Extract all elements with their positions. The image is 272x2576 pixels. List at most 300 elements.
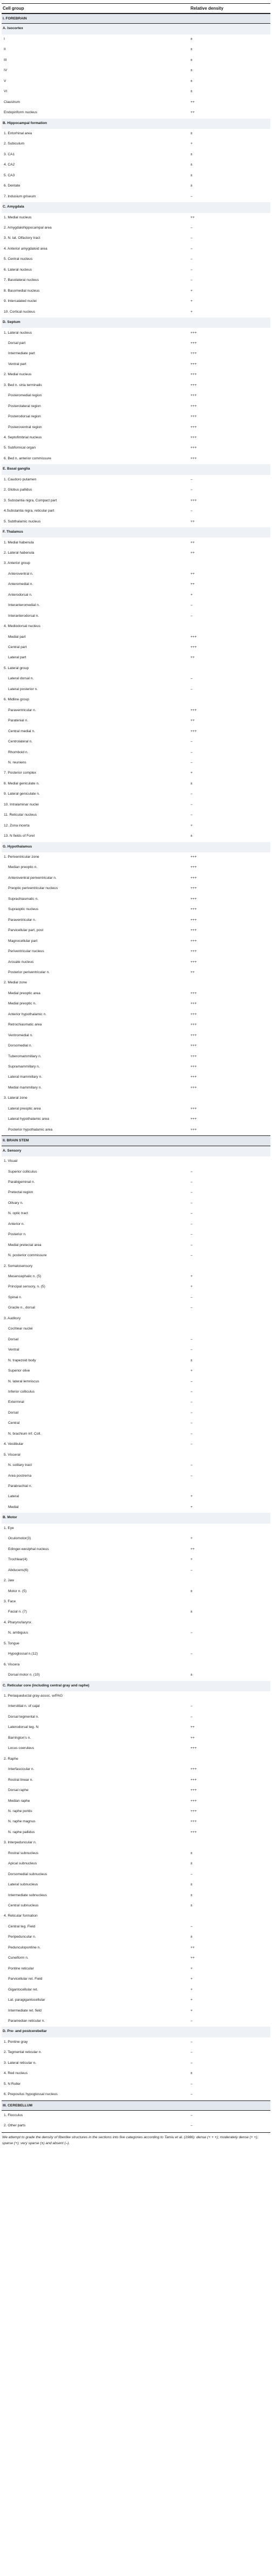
table-row: [2, 1345, 270, 1355]
table-row: [2, 1723, 270, 1733]
relative-density-value: ±: [191, 47, 193, 52]
relative-density-value: ±: [191, 1358, 193, 1362]
table-row: [2, 139, 270, 149]
table-row: [2, 328, 270, 339]
cell-group-name: N. reuniens: [8, 760, 26, 764]
relative-density-value: +++: [191, 436, 197, 439]
cell-group-name: Central teg. Field: [8, 1924, 36, 1928]
cell-group-name: Dorsomedial subnucleus: [8, 1872, 47, 1876]
cell-group-name: 1. Flocculus: [4, 2113, 23, 2117]
cell-group-name: Ventromedial n.: [8, 1033, 33, 1037]
relative-density-value: +: [191, 1275, 193, 1278]
relative-density-value: +++: [191, 341, 197, 345]
table-row: [2, 1324, 270, 1334]
cell-group-name: 6. Bed n. anterior commissure: [4, 456, 51, 460]
relative-density-value: ++: [191, 540, 195, 545]
cell-group-name: 3. Lateral zone: [4, 1096, 28, 1100]
cell-group-name: Intermediate part: [8, 352, 35, 356]
relative-density-value: ++: [191, 1547, 195, 1551]
table-row: [2, 56, 270, 66]
relative-density-value: +++: [191, 373, 197, 377]
relative-density-value: –: [191, 1431, 193, 1436]
relative-density-value: –: [191, 1379, 193, 1383]
cell-group-name: Pretectal region: [8, 1190, 33, 1195]
cell-group-name: Supraoptic nucleus: [8, 907, 39, 912]
cell-group-name: 2. Globus pallidus: [4, 488, 32, 492]
cell-group-name: 1. Eye: [4, 1526, 14, 1530]
cell-group-name: Magnocellular part: [8, 939, 38, 943]
relative-density-value: ++: [191, 215, 195, 219]
table-row: [2, 779, 270, 789]
table-row: [2, 297, 270, 307]
cell-group-name: 6. Midline group: [4, 698, 29, 702]
relative-density-value: +++: [191, 1117, 197, 1121]
relative-density-value: +++: [191, 1127, 197, 1132]
table-row: [2, 748, 270, 758]
table-row: [2, 1660, 270, 1670]
table-row: [2, 664, 270, 674]
table-row: [2, 1209, 270, 1219]
cell-group-name: 2. Jaw: [4, 1579, 15, 1583]
cell-group-name: Medial part: [8, 635, 26, 639]
cell-group-name: N. lateral lemniscus: [8, 1379, 39, 1383]
table-row: [2, 1199, 270, 1209]
cell-group-name: Parvicellular part, post: [8, 928, 44, 933]
relative-density-value: +++: [191, 876, 197, 880]
cell-group-name: 5. Visceral: [4, 1452, 21, 1457]
cell-group-name: 3. CA1: [4, 152, 15, 156]
table-row: [2, 926, 270, 936]
relative-density-value: +++: [191, 907, 197, 912]
cell-group-name: Barrington's n.: [8, 1735, 31, 1740]
cell-group-name: 1. Lateral nucleus: [4, 330, 32, 335]
table-bottom-rule: [2, 2132, 270, 2133]
cell-group-name: Retrochiasmatic area: [8, 1023, 42, 1027]
relative-density-value: +: [191, 1494, 193, 1499]
cell-group-name: Mesencephalic n. (5): [8, 1275, 42, 1278]
table-row: [2, 1670, 270, 1680]
relative-density-value: +++: [191, 1767, 197, 1772]
table-row: [2, 958, 270, 968]
table-row: [2, 1733, 270, 1744]
cell-group-name: G. Hypothalamus: [3, 844, 32, 849]
relative-density-value: +++: [191, 928, 197, 933]
table-row: [2, 632, 270, 643]
table-row: [2, 485, 270, 495]
relative-density-value: +++: [191, 1799, 197, 1803]
cell-group-name: Cochlear nuclei: [8, 1327, 33, 1331]
cell-group-name: Periventricular nucleus: [8, 949, 44, 954]
cell-group-name: Central: [8, 1421, 20, 1425]
cell-group-name: 5. Lateral group: [4, 666, 29, 670]
relative-density-value: ++: [191, 1735, 195, 1740]
relative-density-value: +: [191, 1998, 193, 2002]
relative-density-value: +: [191, 1369, 193, 1373]
table-row: [2, 1251, 270, 1261]
cell-group-name: F. Thalamus: [3, 530, 23, 534]
table-row: [2, 548, 270, 559]
table-row: [2, 1985, 270, 1995]
relative-density-value: +++: [191, 855, 197, 859]
relative-density-value: –: [191, 2092, 193, 2097]
table-header: [2, 3, 270, 13]
relative-density-value: ±: [191, 1904, 193, 1907]
table-row: [2, 160, 270, 170]
table-row: [2, 1534, 270, 1544]
relative-density-value: –: [191, 477, 193, 481]
relative-density-value: +: [191, 2008, 193, 2013]
cell-group-name: Posterior n.: [8, 1232, 26, 1237]
relative-density-value: –: [191, 1704, 193, 1709]
relative-density-value: –: [191, 1463, 193, 1468]
cell-group-name: Central subnucleus: [8, 1904, 39, 1907]
relative-density-value: +++: [191, 1746, 197, 1751]
cell-group-name: 7. Posterior complex: [4, 771, 37, 775]
table-row: [2, 706, 270, 716]
cell-group-name: 7. Basolateral nucleus: [4, 278, 39, 283]
table-row: [2, 1870, 270, 1880]
table-row: [2, 1545, 270, 1555]
relative-density-value: –: [191, 236, 193, 240]
table-row: [2, 1010, 270, 1020]
cell-group-name: Superior olive: [8, 1369, 30, 1373]
cell-group-name: 2. Medial nucleus: [4, 373, 32, 377]
table-row: [2, 307, 270, 318]
cell-group-name: Lat. paragigantocellular: [8, 1998, 45, 2002]
relative-density-value: +++: [191, 415, 197, 419]
table-row: [2, 989, 270, 999]
relative-density-value: ±: [191, 1883, 193, 1887]
cell-group-name: Lateral subnucleus: [8, 1883, 38, 1887]
table-row: [2, 590, 270, 601]
table-row: [2, 1576, 270, 1586]
cell-group-name: Ventral: [8, 1348, 19, 1352]
relative-density-value: –: [191, 792, 193, 796]
table-row: [2, 391, 270, 401]
cell-group-name: Intermediate ret. field: [8, 2008, 42, 2013]
relative-density-value: –: [191, 1169, 193, 1174]
cell-group-name: 5. Subfornical organ: [4, 446, 36, 450]
relative-density-value: –: [191, 750, 193, 754]
relative-density-value: +: [191, 1966, 193, 1971]
cell-group-name: Anterior n.: [8, 1222, 25, 1226]
table-row: [2, 1188, 270, 1198]
relative-density-value: –: [191, 2040, 193, 2044]
cell-group-name: Preoptic periventricular nucleus: [8, 886, 58, 891]
relative-density-value: +++: [191, 1044, 197, 1048]
relative-density-value: –: [191, 488, 193, 492]
relative-density-value: +++: [191, 1012, 197, 1016]
subsection-header-row: [2, 202, 270, 212]
cell-group-name: I. FOREBRAIN: [3, 17, 27, 20]
cell-group-name: Paraventricular n.: [8, 918, 36, 922]
cell-group-name: E. Basal ganglia: [3, 467, 30, 471]
cell-group-name: 5. CA3: [4, 173, 15, 177]
table-row: [2, 789, 270, 800]
table-row: [2, 506, 270, 516]
cell-group-name: N. brachium inf. Coll.: [8, 1431, 42, 1436]
cell-group-name: 8. Basomedial nucleus: [4, 288, 40, 293]
relative-density-value: ±: [191, 79, 193, 83]
table-row: [2, 611, 270, 622]
section-header-row: [2, 1135, 270, 1146]
table-row: [2, 873, 270, 884]
table-row: [2, 1303, 270, 1313]
cell-group-name: II: [4, 47, 6, 52]
relative-density-value: –: [191, 1714, 193, 1719]
table-row: [2, 1691, 270, 1702]
relative-density-value: +++: [191, 1809, 197, 1813]
cell-group-name: 3. Substantia nigra, Compact part: [4, 498, 57, 502]
table-row: [2, 1156, 270, 1167]
cell-group-name: 2. Medial zone: [4, 981, 27, 985]
cell-group-name: VI: [4, 89, 8, 94]
cell-group-name: Rhomboid n.: [8, 750, 29, 754]
cell-group-name: 4. Red nucleus: [4, 2071, 28, 2076]
table-row: [2, 1817, 270, 1827]
relative-density-value: ±: [191, 781, 193, 786]
relative-density-value: +: [191, 593, 193, 597]
table-row: [2, 233, 270, 244]
table-row: [2, 1911, 270, 1921]
table-row: [2, 622, 270, 632]
cell-group-name: B. Hippocampal formation: [3, 121, 47, 125]
table-row: [2, 213, 270, 223]
cell-group-name: 3. Face: [4, 1599, 16, 1603]
table-row: [2, 1220, 270, 1230]
cell-group-name: Interfascicular n.: [8, 1767, 35, 1772]
relative-density-value: ±: [191, 2071, 193, 2076]
relative-density-value: –: [191, 1180, 193, 1184]
relative-density-value: –: [191, 813, 193, 817]
relative-density-value: +++: [191, 886, 197, 891]
cell-group-name: II. BRAIN STEM: [3, 1139, 29, 1143]
table-row: [2, 475, 270, 485]
cell-group-name: Posteromedial region: [8, 394, 42, 398]
table-row: [2, 1628, 270, 1638]
relative-density-value: +++: [191, 1830, 197, 1834]
table-row: [2, 1450, 270, 1461]
table-row: [2, 1031, 270, 1041]
relative-density-value: –: [191, 1190, 193, 1195]
table-row: [2, 1838, 270, 1848]
relative-density-value: +++: [191, 991, 197, 995]
cell-group-name: 2. Somatosensory: [4, 1264, 33, 1268]
table-row: [2, 150, 270, 160]
cell-group-name: Rostral subnucleus: [8, 1851, 39, 1855]
subsection-header-row: [2, 842, 270, 852]
table-row: [2, 1859, 270, 1869]
cell-group-name: 3. Bed n. stria terminalis: [4, 383, 42, 387]
relative-density-value: –: [191, 2124, 193, 2128]
relative-density-value: +++: [191, 1002, 197, 1006]
table-row: [2, 349, 270, 359]
cell-group-name: 1. Periventricular zone: [4, 855, 39, 859]
table-row: [2, 1566, 270, 1576]
cell-group-name: 13. N fields of Forel: [4, 834, 35, 838]
table-row: [2, 727, 270, 737]
cell-group-name: Supramammillary n.: [8, 1065, 40, 1069]
subsection-header-row: [2, 527, 270, 538]
cell-group-name: 9. Intercalated nuclei: [4, 299, 37, 304]
cell-group-name: 3. Auditory: [4, 1316, 21, 1320]
cell-group-name: Parvicellular ret. Field: [8, 1977, 43, 1981]
table-row: [2, 412, 270, 422]
table-row: [2, 1492, 270, 1502]
cell-group-name: Endopiriform nucleus: [4, 111, 37, 115]
table-row: [2, 517, 270, 527]
relative-density-value: +++: [191, 865, 197, 870]
table-row: [2, 381, 270, 391]
cell-group-name: 1. Caudoro putamen: [4, 477, 37, 481]
relative-density-value: +++: [191, 394, 197, 398]
cell-group-name: 4. CA2: [4, 163, 15, 167]
table-row: [2, 1366, 270, 1376]
table-row: [2, 433, 270, 443]
table-row: [2, 884, 270, 894]
cell-group-name: 9. Lateral geniculate n.: [4, 792, 40, 796]
table-row: [2, 1241, 270, 1251]
table-row: [2, 1418, 270, 1429]
table-row: [2, 1072, 270, 1083]
relative-density-value: +: [191, 142, 193, 146]
cell-group-name: Parabrachial n.: [8, 1484, 32, 1488]
table-row: [2, 1503, 270, 1513]
cell-group-name: Area postrema: [8, 1473, 32, 1478]
cell-group-name: Medial: [8, 1505, 19, 1509]
table-row: [2, 339, 270, 349]
table-row: [2, 821, 270, 831]
relative-density-value: ±: [191, 1673, 193, 1677]
relative-density-value: +++: [191, 1075, 197, 1079]
table-row: [2, 98, 270, 108]
cell-group-name: 4. Mediodorsal nucleus: [4, 624, 40, 629]
cell-group-name: 6. Dentate: [4, 184, 21, 188]
relative-density-value: ++: [191, 582, 195, 587]
table-row: [2, 1262, 270, 1272]
relative-density-value: –: [191, 1400, 193, 1404]
cell-group-name: Parabigeminal n.: [8, 1180, 35, 1184]
table-row: [2, 1901, 270, 1911]
table-row: [2, 1649, 270, 1659]
table-row: [2, 2037, 270, 2048]
cell-group-name: Locus coeruleus: [8, 1746, 35, 1751]
table-row: [2, 1293, 270, 1303]
cell-group-name: N. optic tract: [8, 1211, 29, 1216]
cell-group-name: C. Amygdala: [3, 205, 24, 209]
subsection-header-row: [2, 1513, 270, 1523]
table-row: [2, 244, 270, 254]
table-row: [2, 1807, 270, 1817]
table-row: [2, 1083, 270, 1093]
cell-group-name: Superior colliculus: [8, 1169, 37, 1174]
table-row: [2, 1104, 270, 1114]
cell-group-name: Lateral mammillary n.: [8, 1075, 43, 1079]
cell-group-name: Dorsal motor n. (10): [8, 1673, 40, 1677]
relative-density-value: ±: [191, 131, 193, 135]
relative-density-value: ++: [191, 656, 195, 660]
table-row: [2, 1943, 270, 1953]
cell-group-name: Olivary n.: [8, 1201, 23, 1205]
cell-group-name: Rostral linear n.: [8, 1778, 33, 1782]
relative-density-value: –: [191, 1389, 193, 1394]
table-row: [2, 1062, 270, 1072]
cell-group-name: N. solitary tract: [8, 1463, 32, 1468]
table-row: [2, 1974, 270, 1985]
table-row: [2, 1272, 270, 1282]
table-row: [2, 758, 270, 768]
table-row: [2, 45, 270, 55]
relative-density-value: +: [191, 771, 193, 775]
relative-density-value: ±: [191, 173, 193, 177]
relative-density-value: –: [191, 802, 193, 807]
cell-group-name: IV: [4, 68, 8, 73]
table-row: [2, 1093, 270, 1104]
cell-group-name: Lateral: [8, 1494, 19, 1499]
relative-density-value: –: [191, 1473, 193, 1478]
relative-density-value: –: [191, 2050, 193, 2055]
table-row: [2, 1587, 270, 1597]
relative-density-value: ±: [191, 163, 193, 167]
cell-group-name: 1. Medial nucleus: [4, 215, 32, 219]
table-row: [2, 580, 270, 590]
relative-density-value: +: [191, 1977, 193, 1981]
cell-group-name: 5. Central nucleus: [4, 257, 33, 261]
cell-group-name: Oculomotor(3): [8, 1537, 31, 1541]
cell-group-name: Posteroventral region: [8, 425, 42, 429]
relative-density-value: –: [191, 1924, 193, 1928]
header-relative-density: Relative density: [191, 6, 223, 11]
cell-group-name: 4. Pharynx/larynx: [4, 1620, 31, 1624]
cell-group-name: 2. Other parts: [4, 2124, 26, 2128]
relative-density-value: –: [191, 1652, 193, 1656]
table-row: [2, 275, 270, 286]
cell-group-name: 4.Substantia nigra, reticular part: [4, 509, 55, 513]
table-row: [2, 1964, 270, 1974]
cell-group-name: 10. Cortical nucleus: [4, 309, 35, 314]
table-row: [2, 402, 270, 412]
relative-density-value: –: [191, 1410, 193, 1415]
relative-density-value: –: [191, 194, 193, 198]
relative-density-value: +++: [191, 383, 197, 387]
relative-density-value: –: [191, 246, 193, 251]
relative-density-value: –: [191, 1253, 193, 1258]
relative-density-value: –: [191, 509, 193, 513]
relative-density-value: +++: [191, 897, 197, 901]
table-row: [2, 674, 270, 684]
table-row: [2, 2079, 270, 2090]
cell-group-name: 3. Interpeduncular n.: [4, 1841, 37, 1845]
relative-density-value: ±: [191, 1589, 193, 1593]
cell-group-name: 12. Zona incerta: [4, 823, 30, 828]
table-row: [2, 1524, 270, 1534]
cell-group-name: A. Sensory: [3, 1148, 22, 1153]
relative-density-value: +++: [191, 362, 197, 366]
cell-group-name: 10. Intralaminar nuclei: [4, 802, 39, 807]
relative-density-value: +++: [191, 498, 197, 502]
table-row: [2, 538, 270, 548]
cell-group-name: Medial preoptic area: [8, 991, 40, 995]
table-row: [2, 685, 270, 695]
table-row: [2, 894, 270, 905]
section-header-row: [2, 2100, 270, 2111]
cell-group-name: Gigantocellular ret.: [8, 1987, 38, 1992]
cell-group-name: Dorsal: [8, 1337, 19, 1341]
table-row: [2, 1754, 270, 1765]
table-row: [2, 2121, 270, 2131]
relative-density-value: –: [191, 740, 193, 744]
cell-group-name: 11. Reticular nucleus: [4, 813, 37, 817]
